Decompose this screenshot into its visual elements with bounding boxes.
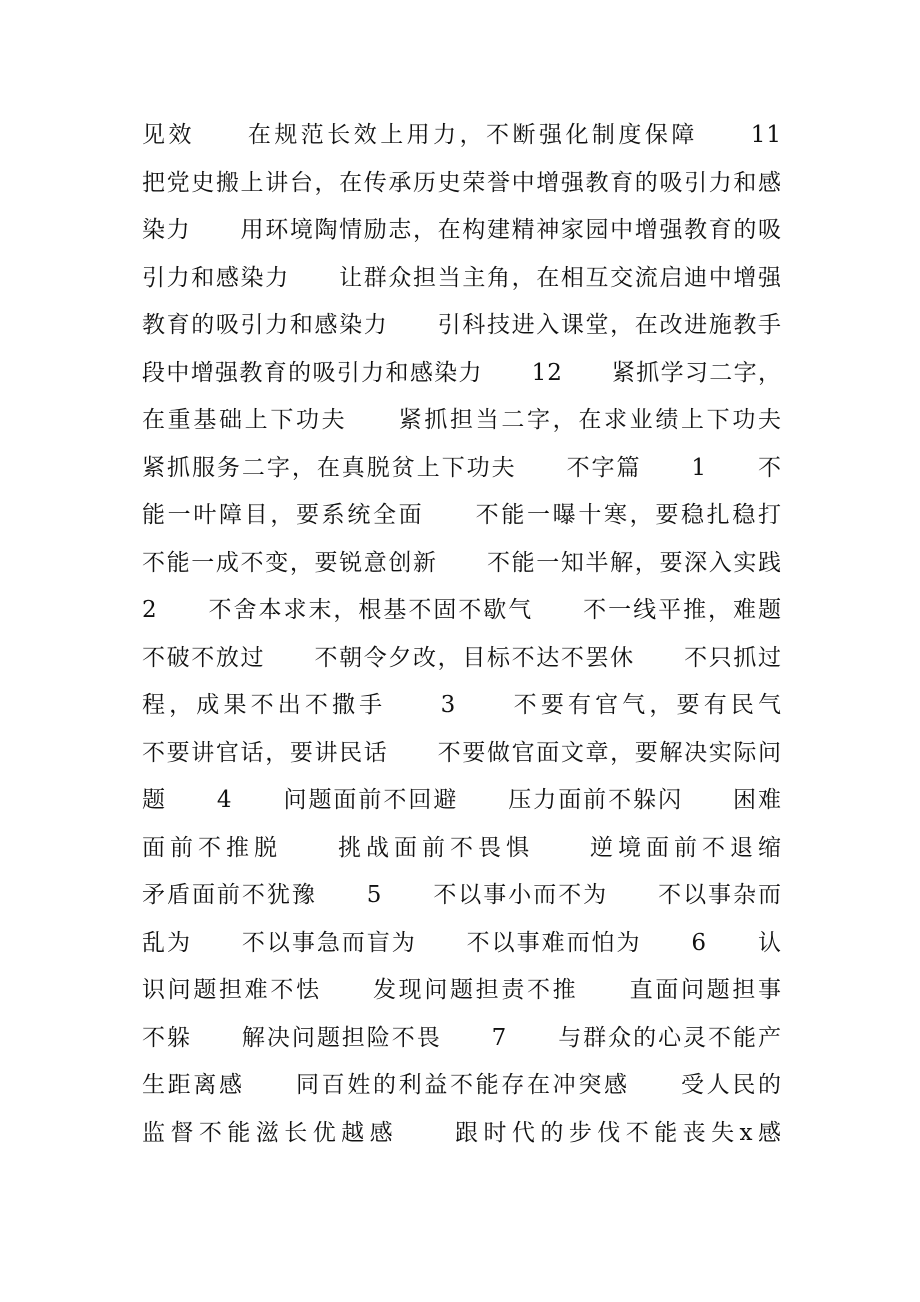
text-line: 能一叶障目，要系统全面 不能一曝十寒，要稳扎稳打 xyxy=(142,502,782,528)
text-line: 不要讲官话，要讲民话 不要做官面文章，要解决实际问 xyxy=(142,739,782,766)
body-text xyxy=(142,112,782,1157)
text-line: 段中增强教育的吸引力和感染力 12 紧抓学习二字， xyxy=(142,359,782,386)
text-line: 把党史搬上讲台，在传承历史荣誉中增强教育的吸引力和感 xyxy=(142,169,782,196)
text-line: 不破不放过 不朝令夕改，目标不达不罢休 不只抓过 xyxy=(142,644,782,671)
text-line: 监督不能滋长优越感 跟时代的步伐不能丧失x感 xyxy=(142,1119,782,1146)
text-line: 引力和感染力 让群众担当主角，在相互交流启迪中增强 xyxy=(142,264,782,291)
text-line: 面前不推脱 挑战面前不畏惧 逆境面前不退缩 xyxy=(142,834,782,861)
text-line: 不能一成不变，要锐意创新 不能一知半解，要深入实践 xyxy=(142,549,782,576)
text-line: 教育的吸引力和感染力 引科技进入课堂，在改进施教手 xyxy=(142,312,782,338)
text-line: 程，成果不出不撒手 3 不要有官气，要有民气 xyxy=(142,692,782,718)
text-line: 不躲 解决问题担险不畏 7 与群众的心灵不能产 xyxy=(142,1024,782,1051)
text-line: 染力 用环境陶情励志，在构建精神家园中增强教育的吸 xyxy=(142,217,782,243)
text-line: 乱为 不以事急而盲为 不以事难而怕为 6 认 xyxy=(142,929,782,956)
text-line: 矛盾面前不犹豫 5 不以事小而不为 不以事杂而 xyxy=(142,882,782,908)
text-line: 见效 在规范长效上用力，不断强化制度保障 11 xyxy=(142,122,782,148)
text-line: 识问题担难不怯 发现问题担责不推 直面问题担事 xyxy=(142,977,782,1003)
text-line: 题 4 问题面前不回避 压力面前不躲闪 困难 xyxy=(142,787,782,813)
text-line: 在重基础上下功夫 紧抓担当二字，在求业绩上下功夫 xyxy=(142,407,782,433)
text-line: 紧抓服务二字，在真脱贫上下功夫 不字篇 1 不 xyxy=(142,454,782,481)
text-line: 生距离感 同百姓的利益不能存在冲突感 受人民的 xyxy=(142,1072,782,1098)
text-line: 2 不舍本求末，根基不固不歇气 不一线平推，难题 xyxy=(142,597,782,623)
